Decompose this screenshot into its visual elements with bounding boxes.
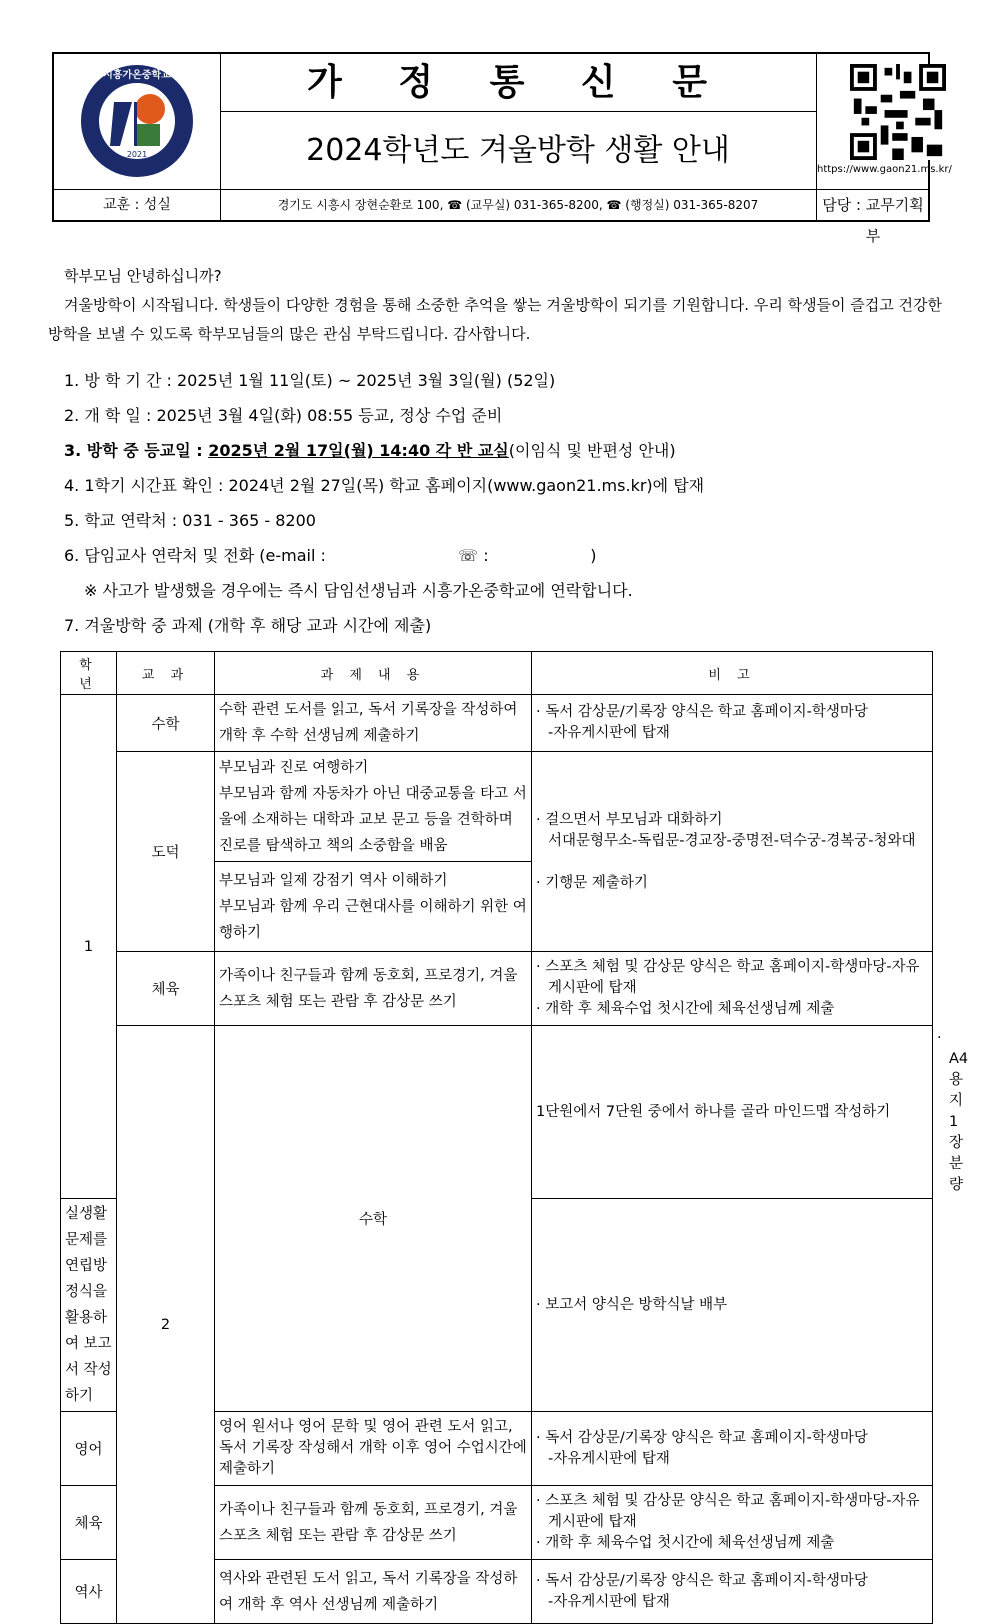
greeting (48, 262, 946, 349)
header-grade: 학 년 (61, 652, 117, 695)
remark-cell: · 독서 감상문/기록장 양식은 학교 홈페이지-학생마당 -자유게시판에 탑재 (532, 1560, 933, 1624)
greeting-line-1: 학부모님 안녕하십니까? (64, 267, 222, 285)
content-cell: 수학 관련 도서를 읽고, 독서 기록장을 작성하여 개학 후 수학 선생님께 제출하기 (215, 695, 532, 752)
table-header-row (61, 652, 933, 695)
remark-cell: · 독서 감상문/기록장 양식은 학교 홈페이지-학생마당 -자유게시판에 탑재 (532, 695, 933, 752)
school-address: 경기도 시흥시 장현순환로 100, ☎ (교무실) 031-365-8200, ☎ (행정실) 031-365-8207 (277, 198, 759, 212)
remark-cell: · 걸으면서 부모님과 대화하기 서대문형무소-독립문-경교장-중명전-덕수궁-경복궁-청와대 · 기행문 제출하기 (532, 752, 933, 952)
grade-cell: 2 (117, 1026, 215, 1624)
table-row (61, 952, 933, 1026)
subject-cell: 도덕 (117, 752, 215, 952)
header-remark: 비 고 (532, 652, 933, 695)
grade-cell: 1 (61, 695, 117, 1199)
department-owner: 담당 : 교무기획부 (816, 190, 929, 221)
school-url[interactable]: https://www.gaon21.ms.kr/ (817, 164, 952, 175)
subject-cell: 체육 (61, 1486, 117, 1560)
content-cell: 가족이나 친구들과 함께 동호회, 프로경기, 겨울스포츠 체험 또는 관람 후 감상문 쓰기 (215, 1486, 532, 1560)
table-row (61, 695, 933, 752)
item-school-day-date: 2025년 2월 17일(월) 14:40 각 반 교실 (208, 441, 509, 460)
remark-cell: · 독서 감상문/기록장 양식은 학교 홈페이지-학생마당 -자유게시판에 탑재 (532, 1412, 933, 1486)
notice-items (64, 368, 924, 648)
header-content: 과 제 내 용 (215, 652, 532, 695)
page-title: 가 정 통 신 문 (220, 54, 816, 112)
content-cell: 실생활문제를 연립방정식을 활용하여 보고서 작성하기 (61, 1199, 117, 1412)
subject-cell: 수학 (117, 695, 215, 752)
letter-header (52, 52, 952, 245)
item-school-day (64, 438, 924, 473)
item-school-day-note: (이임식 및 반편성 안내) (508, 441, 676, 460)
content-cell: 부모님과 일제 강점기 역사 이해하기 부모님과 함께 우리 근현대사를 이해하기 위한 여행하기 (215, 862, 532, 952)
greeting-paragraph: 겨울방학이 시작됩니다. 학생들이 다양한 경험을 통해 소중한 추억을 쌓는 겨울방학이 되기를 기원합니다. 우리 학생들이 즐겁고 건강한 방학을 보낼 수 있도록 학부모님들의 많은 관심 부탁드립니다. 감사합니다. (48, 296, 943, 343)
remark-cell: · 스포츠 체험 및 감상문 양식은 학교 홈페이지-학생마당-자유게시판에 탑재 · 개학 후 체육수업 첫시간에 체육선생님께 제출 (532, 952, 933, 1026)
remark-cell: · 스포츠 체험 및 감상문 양식은 학교 홈페이지-학생마당-자유게시판에 탑재 · 개학 후 체육수업 첫시간에 체육선생님께 제출 (532, 1486, 933, 1560)
svg-text:2021: 2021 (126, 150, 148, 159)
remark-cell: · 보고서 양식은 방학식날 배부 (532, 1199, 933, 1412)
school-logo-cell (54, 54, 221, 189)
content-cell: 1단원에서 7단원 중에서 하나를 골라 마인드맵 작성하기 (532, 1026, 933, 1199)
school-motto: 교훈 : 성실 (54, 190, 221, 221)
subject-cell: 역사 (61, 1560, 117, 1624)
qr-code-cell (816, 54, 952, 189)
school-logo (54, 54, 220, 189)
item-homework: 7. 겨울방학 중 과제 (개학 후 해당 교과 시간에 제출) (64, 616, 432, 635)
item-teacher-contact: 6. 담임교사 연락처 및 전화 (e-mail : ☏ : ) (64, 546, 597, 565)
header-subject: 교 과 (117, 652, 215, 695)
svg-text:시흥가온중학교: 시흥가온중학교 (103, 70, 171, 81)
content-cell: 영어 원서나 영어 문학 및 영어 관련 도서 읽고, 독서 기록장 작성해서 개학 이후 영어 수업시간에 제출하기 (215, 1412, 532, 1486)
item-timetable: 4. 1학기 시간표 확인 : 2024년 2월 27일(목) 학교 홈페이지(www.gaon21.ms.kr)에 탑재 (64, 476, 705, 495)
header-info-row (54, 189, 928, 245)
homework-table (60, 651, 969, 1624)
content-cell: 부모님과 진로 여행하기 부모님과 함께 자동차가 아닌 대중교통을 타고 서울에 소재하는 대학과 교보 문고 등을 견학하며 진로를 탐색하고 책의 소중함을 배움 (215, 752, 532, 862)
page-subtitle: 2024학년도 겨울방학 생활 안내 (306, 133, 730, 168)
subject-cell: 체육 (117, 952, 215, 1026)
subject-cell: 영어 (61, 1412, 117, 1486)
item-school-day-label: 3. 방학 중 등교일 : (64, 441, 209, 460)
item-vacation-period: 1. 방 학 기 간 : 2025년 1월 11일(토) ~ 2025년 3월 3일(월) (52일) (64, 371, 556, 390)
table-row: 2 수학 1단원에서 7단원 중에서 하나를 골라 마인드맵 작성하기 · A4용지 1장 분량 (61, 1026, 933, 1199)
item-school-start: 2. 개 학 일 : 2025년 3월 4일(화) 08:55 등교, 정상 수업 준비 (64, 406, 503, 425)
item-accident-note: ※ 사고가 발생했을 경우에는 즉시 담임선생님과 시흥가온중학교에 연락합니다. (84, 581, 633, 600)
content-cell: 가족이나 친구들과 함께 동호회, 프로경기, 겨울스포츠 체험 또는 관람 후 감상문 쓰기 (215, 952, 532, 1026)
subject-cell: 수학 (215, 1026, 532, 1412)
qr-code-icon[interactable] (850, 64, 946, 160)
content-cell: 역사와 관련된 도서 읽고, 독서 기록장을 작성하여 개학 후 역사 선생님께 제출하기 (215, 1560, 532, 1624)
table-row (61, 752, 933, 862)
item-contact: 5. 학교 연락처 : 031 - 365 - 8200 (64, 511, 316, 530)
